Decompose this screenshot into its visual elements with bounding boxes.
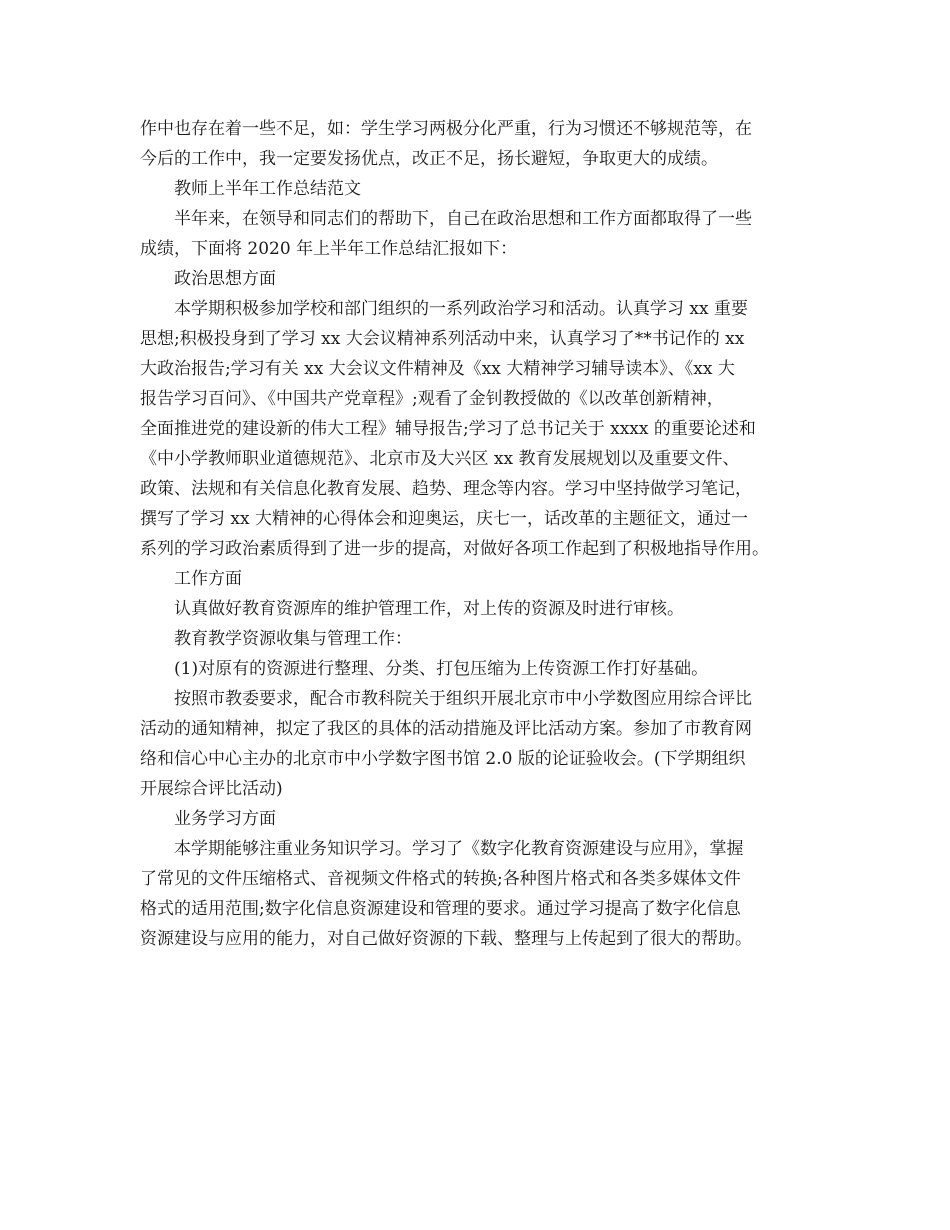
text-line: 资源建设与应用的能力，对自己做好资源的下载、整理与上传起到了很大的帮助。 — [140, 929, 752, 949]
text-line: 政策、法规和有关信息化教育发展、趋势、理念等内容。学习中坚持做学习笔记， — [140, 479, 752, 499]
text-line: 系列的学习政治素质得到了进一步的提高，对做好各项工作起到了积极地指导作用。 — [140, 539, 769, 559]
section-heading: 业务学习方面 — [174, 809, 276, 829]
document-body — [140, 114, 820, 954]
section-heading: 教师上半年工作总结范文 — [174, 179, 361, 199]
text-line: 今后的工作中，我一定要发扬优点，改正不足，扬长避短，争取更大的成绩。 — [140, 149, 718, 169]
text-line: (1)对原有的资源进行整理、分类、打包压缩为上传资源工作打好基础。 — [174, 659, 709, 679]
text-line: 大政治报告;学习有关 xx 大会议文件精神及《xx 大精神学习辅导读本》、《xx 大 — [140, 359, 735, 379]
text-line: 全面推进党的建设新的伟大工程》辅导报告;学习了总书记关于 xxxx 的重要论述和 — [140, 419, 756, 439]
text-line: 作中也存在着一些不足，如：学生学习两极分化严重，行为习惯还不够规范等，在 — [140, 119, 752, 139]
text-line: 成绩，下面将 2020 年上半年工作总结汇报如下： — [140, 239, 518, 259]
text-line: 思想;积极投身到了学习 xx 大会议精神系列活动中来，认真学习了**书记作的 xx — [140, 329, 745, 349]
text-line: 开展综合评比活动) — [140, 779, 283, 799]
text-line: 撰写了学习 xx 大精神的心得体会和迎奥运，庆七一，话改革的主题征文，通过一 — [140, 509, 748, 529]
text-line: 活动的通知精神，拟定了我区的具体的活动措施及评比活动方案。参加了市教育网 — [140, 719, 752, 739]
section-heading: 政治思想方面 — [174, 269, 276, 289]
text-line: 按照市教委要求，配合市教科院关于组织开展北京市中小学数图应用综合评比 — [174, 689, 752, 709]
text-line: 了常见的文件压缩格式、音视频文件格式的转换;各种图片格式和各类多媒体文件 — [140, 869, 741, 889]
text-line: 认真做好教育资源库的维护管理工作，对上传的资源及时进行审核。 — [174, 599, 684, 619]
text-line: 半年来，在领导和同志们的帮助下，自己在政治思想和工作方面都取得了一些 — [174, 209, 752, 229]
text-line: 《中小学教师职业道德规范》、北京市及大兴区 xx 教育发展规划以及重要文件、 — [140, 449, 740, 469]
text-line: 本学期能够注重业务知识学习。学习了《数字化教育资源建设与应用》，掌握 — [174, 839, 744, 859]
text-line: 格式的适用范围;数字化信息资源建设和管理的要求。通过学习提高了数字化信息 — [140, 899, 741, 919]
text-line: 报告学习百问》、《中国共产党章程》;观看了金钊教授做的《以改革创新精神， — [140, 389, 724, 409]
section-heading: 工作方面 — [174, 569, 242, 589]
text-line: 教育教学资源收集与管理工作： — [174, 629, 412, 649]
text-line: 本学期积极参加学校和部门组织的一系列政治学习和活动。认真学习 xx 重要 — [174, 299, 748, 319]
text-line: 络和信心中心主办的北京市中小学数字图书馆 2.0 版的论证验收会。(下学期组织 — [140, 749, 746, 769]
